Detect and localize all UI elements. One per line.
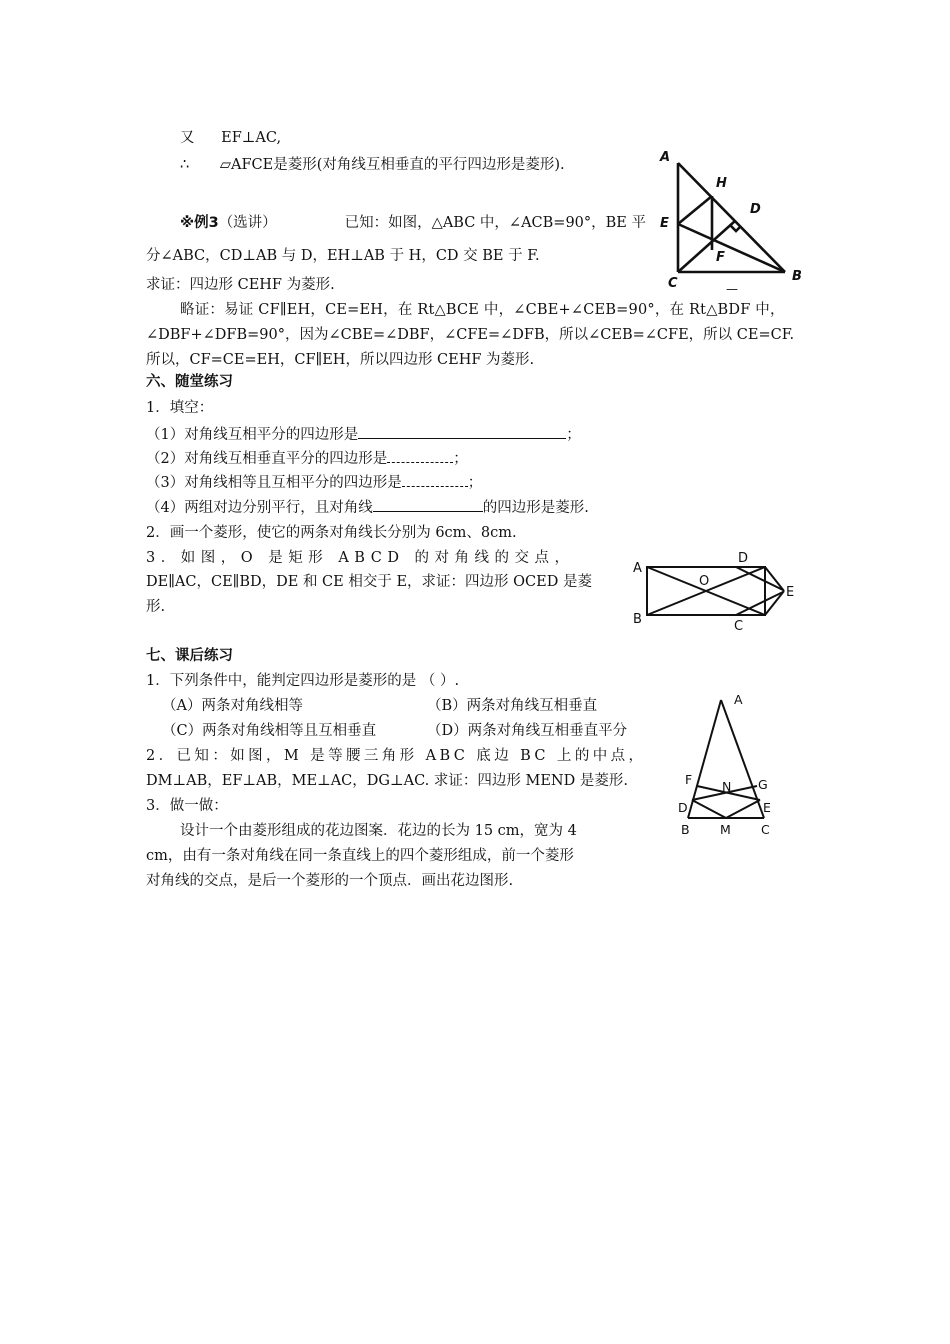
answer-blank-2[interactable] <box>387 448 453 463</box>
example-label: ※例3 <box>180 215 219 231</box>
section6-q1-3 <box>146 472 482 493</box>
answer-blank-1[interactable] <box>358 424 566 439</box>
section6-q3-line2: DE∥AC，CE∥BD，DE 和 CE 相交于 E，求证：四边形 OCED 是菱 <box>146 574 592 590</box>
label-e: E <box>660 216 669 231</box>
section6-q3-line3: 形. <box>146 599 166 615</box>
section6-q3-line1: 3．如图，O 是矩形 ABCD 的对角线的交点， <box>146 550 575 566</box>
semicolon: ； <box>566 427 581 443</box>
section6-q1: 1．填空： <box>146 400 214 416</box>
label-b: B <box>633 612 642 627</box>
figure-mark: — <box>726 282 738 296</box>
section7-q3: 3．做一做： <box>146 798 228 814</box>
section7-q3-line1: 设计一个由菱形组成的花边图案．花边的长为 15 cm，宽为 4 <box>180 823 577 839</box>
section6-title: 六、随堂练习 <box>146 374 233 390</box>
label-a: A <box>633 561 642 576</box>
semicolon: ； <box>467 475 483 491</box>
label-c: C <box>734 619 744 634</box>
label-m: M <box>720 822 731 837</box>
example-tag: （选讲） <box>218 215 277 231</box>
label-d: D <box>750 202 761 217</box>
parallelogram-symbol: ▱ <box>219 157 231 173</box>
label-g: G <box>758 777 768 792</box>
proof-line-ef-perp <box>180 128 281 148</box>
proof-prefix: 又 <box>180 130 195 146</box>
figure-isosceles-abc <box>672 688 782 838</box>
label-c: C <box>668 276 678 291</box>
question-text: （4）两组对边分别平行，且对角线 <box>146 500 373 516</box>
section7-q3-line3: 对角线的交点，是后一个菱形的一个顶点．画出花边图形. <box>146 873 514 889</box>
figure-rectangle-abcd <box>628 548 808 633</box>
label-b: B <box>792 269 802 284</box>
section6-q1-2 <box>146 448 468 469</box>
option-b[interactable]: （B）两条对角线互相垂直 <box>427 698 598 714</box>
proof-statement: EF⊥AC, <box>221 130 282 146</box>
label-n: N <box>722 779 732 794</box>
example3-proof-line2: ∠DBF+∠DFB=90°，因为∠CBE=∠DBF，∠CFE=∠DFB，所以∠CEB=∠CFE，所以 CE=CF. <box>146 327 795 343</box>
therefore-symbol: ∴ <box>180 157 190 173</box>
label-e: E <box>786 585 795 600</box>
option-a[interactable]: （A）两条对角线相等 <box>162 698 303 714</box>
section6-q1-4 <box>146 497 589 518</box>
semicolon: ； <box>453 451 468 467</box>
label-o: O <box>699 574 710 589</box>
option-c[interactable]: （C）两条对角线相等且互相垂直 <box>162 723 377 739</box>
question-text: 的四边形是菱形. <box>482 500 589 516</box>
section6-q1-1 <box>146 424 581 445</box>
example3-prove: 求证：四边形 CEHF 为菱形. <box>146 277 335 293</box>
answer-blank-3[interactable] <box>402 472 468 487</box>
label-h: H <box>716 176 727 191</box>
label-f: F <box>716 250 725 265</box>
example3-proof-line3: 所以，CF=CE=EH，CF∥EH，所以四边形 CEHF 为菱形. <box>146 352 535 368</box>
example3-proof-line1: 略证：易证 CF∥EH，CE=EH，在 Rt△BCE 中，∠CBE+∠CEB=90°，在 Rt△BDF 中， <box>180 302 785 318</box>
section7-title: 七、课后练习 <box>146 648 233 664</box>
example3-known-line1 <box>180 213 646 233</box>
label-a: A <box>734 692 743 707</box>
section7-q3-line2: cm，由有一条对角线在同一条直线上的四个菱形组成，前一个菱形 <box>146 848 574 864</box>
example3-known-line2: 分∠ABC，CD⊥AB 与 D，EH⊥AB 于 H，CD 交 BE 于 F. <box>146 248 540 264</box>
known-text: 已知：如图，△ABC 中，∠ACB=90°，BE 平 <box>344 215 646 231</box>
proof-line-conclusion <box>180 155 565 175</box>
proof-statement: AFCE是菱形(对角线互相垂直的平行四边形是菱形). <box>231 157 565 173</box>
label-d: D <box>738 551 749 566</box>
figure-triangle-abc <box>650 145 810 296</box>
label-e: E <box>763 800 771 815</box>
section6-q2: 2．画一个菱形，使它的两条对角线长分别为 6cm、8cm. <box>146 525 517 541</box>
answer-blank-4[interactable] <box>373 497 483 512</box>
section7-q2-line2: DM⊥AB，EF⊥AB，ME⊥AC，DG⊥AC. 求证：四边形 MEND 是菱形. <box>146 773 628 789</box>
label-f: F <box>685 772 693 787</box>
label-b: B <box>681 822 690 837</box>
label-d: D <box>678 800 688 815</box>
section7-q1: 1．下列条件中，能判定四边形是菱形的是 （ ）. <box>146 673 460 689</box>
label-a: A <box>660 150 671 165</box>
question-text: （3）对角线相等且互相平分的四边形是 <box>146 475 402 491</box>
question-text: （2）对角线互相垂直平分的四边形是 <box>146 451 388 467</box>
question-text: （1）对角线互相平分的四边形是 <box>146 427 359 443</box>
option-d[interactable]: （D）两条对角线互相垂直平分 <box>427 723 628 739</box>
label-c: C <box>761 822 770 837</box>
section7-q2-line1: 2．已知：如图，M 是等腰三角形 ABC 底边 BC 上的中点， <box>146 748 647 764</box>
